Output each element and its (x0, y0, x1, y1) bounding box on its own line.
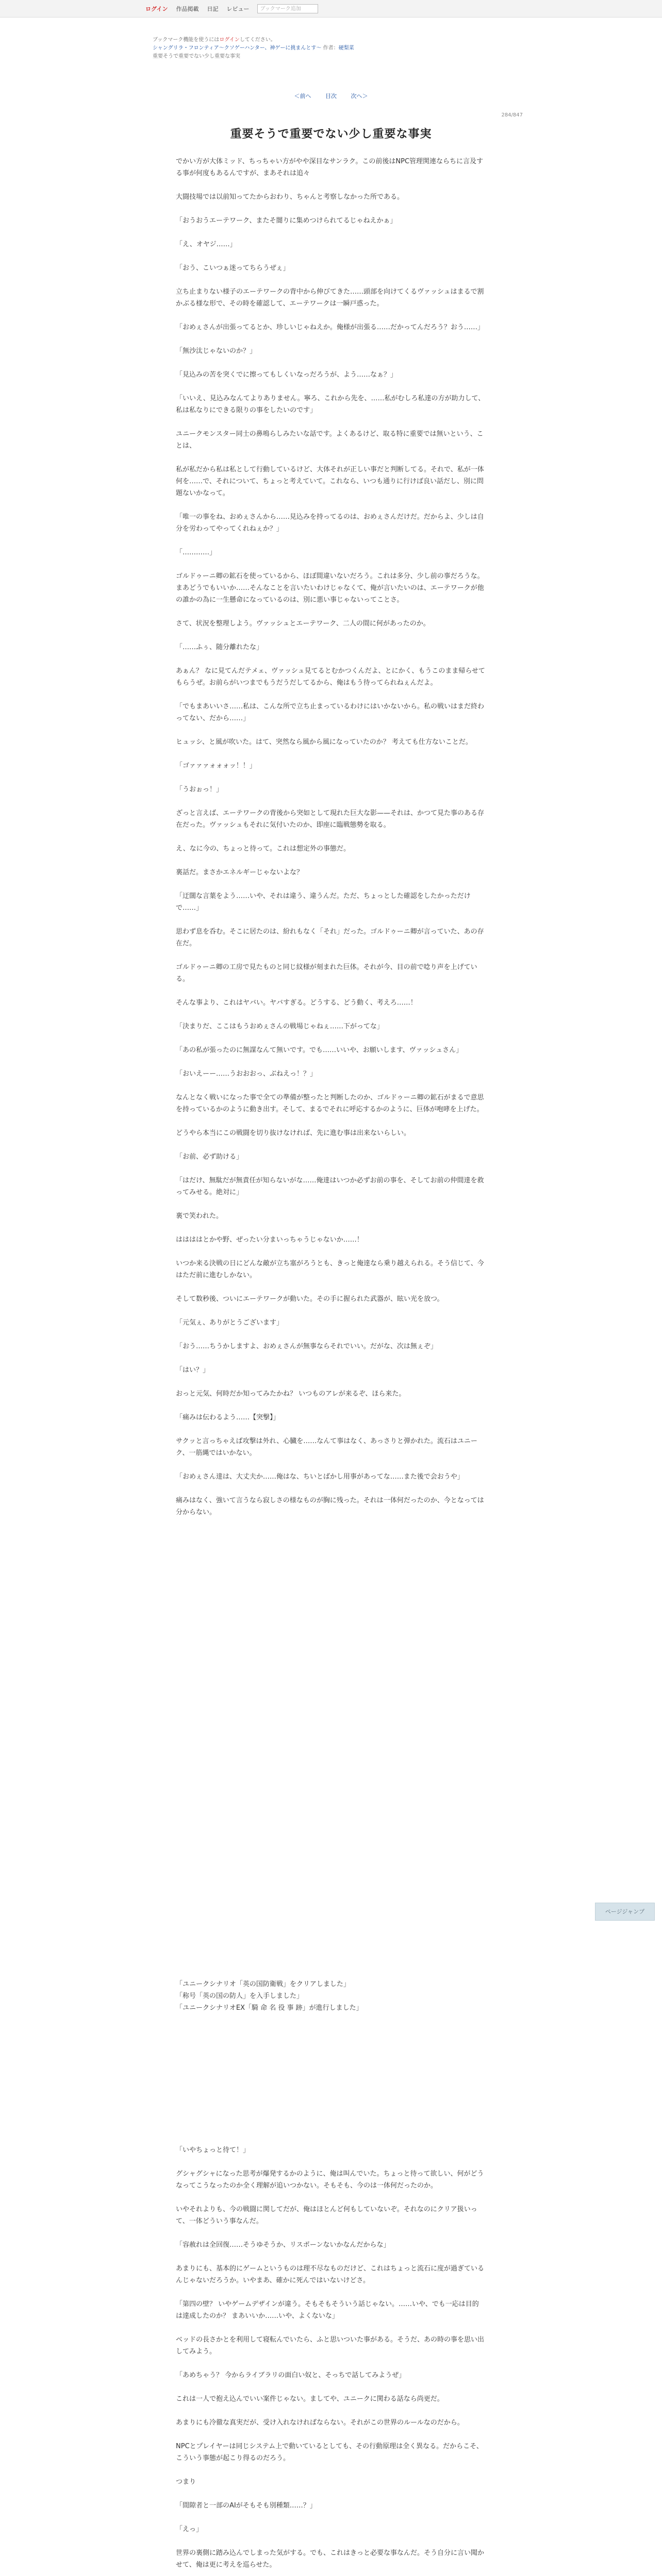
chapter-title: 重要そうで重要でない少し重要な事実 (230, 128, 432, 141)
chapter-body-part-1 (176, 156, 485, 1530)
body-paragraph (176, 2097, 485, 2109)
body-paragraph: 「唯一の事をね、おめぇさんから……見込みを持ってるのは、おめぇさんだけだ。だからよ、少しは自分を労わってやってくれねぇか？」 (176, 513, 484, 533)
diary-link[interactable]: 日記 (207, 6, 219, 12)
chapter-navigation (0, 92, 662, 100)
body-paragraph: つまり (176, 2478, 196, 2486)
body-paragraph: 「……ふぅ、随分離れたな」 (176, 643, 263, 651)
body-paragraph: 「間隙者と一部のAIがそもそも別種類……？」 (176, 2502, 317, 2510)
body-paragraph: ゴルドゥーニ卿の工房で見たものと同じ紋様が刻まれた巨体。それが今、目の前で唸り声を上げている。 (176, 963, 477, 983)
body-paragraph: 「見込みの苦を突くでに擦ってもしくいなっだろうが、よう……なぁ？」 (176, 371, 398, 379)
body-paragraph: ゴルドゥーニ卿の鉱石を使っているから、ほぼ間違いないだろう。これは多分、少し前の事だろうな。まあどうでもいいか……そんなことを言いたいわけじゃなくて、俺が言いたいのは、エーテワークが他の誰かの為に一生懸命になっているのは、別に悪い事じゃないってことさ。 (176, 572, 484, 604)
body-paragraph: ユニークモンスター同士の鼻鳴らしみたいな話です。よくあるけど、取る特に重要では無いという、ことは、 (176, 430, 484, 450)
next-chapter-link[interactable]: 次へ＞ (351, 93, 368, 99)
body-paragraph (176, 2049, 485, 2061)
body-paragraph: 「お前、必ず助ける」 (176, 1153, 243, 1161)
body-paragraph: ざっと言えば、エーテワークの背後から突如として現れた巨大な影——それは、かつて見た事のある存在だった。ヴァッシュもそれに気付いたのか、即座に臨戦態勢を取る。 (176, 809, 485, 829)
body-paragraph: NPCとプレイヤーは同じシステム上で動いているとしても、その行動原理は全く異なる。だからこそ、こういう事態が起こり得るのだろう。 (176, 2443, 483, 2462)
body-paragraph: 「決まりだ、ここはもうおめぇさんの戦場じゃねぇ……下がってな」 (176, 1023, 384, 1030)
body-paragraph: 「ゴァァァォォォッ！！」 (176, 762, 256, 770)
body-paragraph: あぁん？ なに見てんだテメェ、ヴァッシュ見てるとむかつくんだよ、とにかく、もうこのまま帰らせてもらうぜ。お前らがいつまでもうだうだしてるから、俺はもう待ってられねぇんだよ。 (176, 667, 485, 687)
chapter-number: 284/847 (501, 112, 523, 118)
body-paragraph: 「おうおうエーテワーク、またそ闇りに集めつけられてるじゃねえかぁ」 (176, 217, 397, 225)
body-paragraph: そんな事より、これはヤバい。ヤバすぎる。どうする、どう動く、考えろ……！ (176, 999, 417, 1007)
body-paragraph: 思わず息を呑む。そこに居たのは、紛れもなく「それ」だった。ゴルドゥーニ卿が言っていた、あの存在だ。 (176, 928, 484, 947)
body-paragraph: 「おめぇさんが出張ってるとか、珍しいじゃねえか。俺様が出張る……だかってんだろう？おう……」 (176, 324, 484, 331)
login-notice (153, 36, 514, 44)
body-paragraph: 「いやちょっと待て！」 (176, 2146, 250, 2154)
body-paragraph: 痛みはなく、強いて言うなら寂しさの様なものが胸に残った。それは一体何だったのか、今となっては分からない。 (176, 1497, 484, 1516)
body-paragraph: 私が私だから私は私として行動しているけど、大体それが正しい事だと判断してる。それで、私が一体何を……で、それについて、ちょっと考えていて。これなら、いつも通りに行けば良い話だし、別に問題ないかなって。 (176, 466, 484, 497)
chapter-body-part-2 (176, 1978, 485, 2576)
body-paragraph: 「えっ」 (176, 2526, 203, 2533)
header-info (153, 36, 514, 61)
body-paragraph: 世界の裏側に踏み込んでしまった気がする。でも、これはきっと必要な事なんだ。そう自分に言い聞かせて、俺は更に考えを巡らせた。 (176, 2549, 485, 2569)
body-paragraph: 立ち止まりない様子のエーテワークの背中から伸びてきた……頭部を向けてくるヴァッシュはまるで割かぶる様な形で、その時を確認して、エーテワークは一瞬戸惑った。 (176, 288, 484, 308)
body-paragraph: 「元気ぇ、ありがとうございます」 (176, 1319, 284, 1327)
body-paragraph: 「第四の壁？ いやゲームデザインが違う。そもそもそういう話じゃない。……いや、でも一応は目的は達成したのか？ まあいいか……いや、よくないな」 (176, 2300, 479, 2320)
body-paragraph (176, 2073, 485, 2085)
body-paragraph: いつか来る決戦の日にどんな敵が立ち塞がろうとも、きっと俺達なら乗り越えられる。そう信じて、今はただ前に進むしかない。 (176, 1260, 484, 1279)
body-paragraph: 「いいえ、見込みなんてよりありません。寧ろ、これから先を、……私がむしろ私達の方が助力して、私は私なりにできる限りの事をしたいのです」 (176, 395, 485, 414)
top-navigation-bar (0, 0, 662, 18)
body-paragraph: あまりにも、基本的にゲームというものは理不尽なものだけど、これはちょっと流石に度が過ぎているんじゃないだろうか。いやまあ、確かに死んではいないけどさ。 (176, 2265, 485, 2284)
body-paragraph: どうやら本当にこの戦闘を切り抜けなければ、先に進む事は出来ないらしい。 (176, 1129, 411, 1137)
body-paragraph: 「称号「英の国の防人」を入手しました」 (176, 1992, 304, 2000)
body-paragraph: ヒュッシ、と風が吹いた。はて、突然なら風から風になっていたのか？ 考えても仕方ないことだ。 (176, 738, 472, 746)
body-paragraph (176, 2026, 485, 2038)
body-paragraph: なんとなく戦いになった事で全ての準備が整ったと判断したのか、ゴルドゥーニ卿の鉱石がまるで意思を持っているかのように動き出す。そして、まるでそれに呼応するかのように、巨体が咆哮を上げた。 (176, 1094, 484, 1113)
series-title-link[interactable]: シャングリラ・フロンティア〜クソゲーハンター、神ゲーに挑まんとす〜 (153, 45, 322, 51)
login-notice-link[interactable]: ログイン (219, 37, 240, 43)
author-prefix: 作者： (323, 45, 339, 51)
body-paragraph: え、なに今の、ちょっと待って。これは想定外の事態だ。 (176, 845, 351, 853)
page-jump-button[interactable]: ページジャンプ (595, 1903, 655, 1921)
body-paragraph: 裏話だ。まさかエネルギーじゃないよな？ (176, 869, 304, 876)
body-paragraph: 「無沙汰じゃないのか？」 (176, 347, 257, 355)
works-link[interactable]: 作品掲載 (176, 6, 199, 12)
login-link[interactable]: ログイン (145, 6, 168, 12)
login-notice-after: してください。 (239, 37, 276, 43)
body-paragraph: 「でもまあいいさ……私は、こんな所で立ち止まっているわけにはいかないから。私の戦いはまだ終わってない、だから……」 (176, 703, 485, 722)
body-paragraph: 「迂闊な言葉をよう……いや、それは違う、違うんだ。ただ、ちょっとした確認をしたかっただけで……」 (176, 892, 471, 912)
body-paragraph: さて、状況を整理しよう。ヴァッシュとエーテワーク、二人の間に何があったのか。 (176, 620, 430, 628)
body-paragraph: グシャグシャになった思考が爆発するかのように、俺は叫んでいた。ちょっと待って欲しい、何がどうなってこうなったのか全く理解が追いつかない。そもそも、今のは一体何だったのか。 (176, 2170, 484, 2190)
body-paragraph: そして数秒後、ついにエーテワークが動いた。その手に握られた武器が、眩い光を放つ。 (176, 1295, 444, 1303)
body-paragraph: 「え、オヤジ……」 (176, 241, 237, 248)
login-notice-before: ブックマーク機能を使うには (153, 37, 220, 43)
top-navigation-inner (145, 4, 517, 14)
body-paragraph: サクッと言っちゃえば攻撃は外れ、心臓を……なんて事はなく、あっさりと弾かれた。流石はユニーク、一筋縄ではいかない。 (176, 1437, 477, 1457)
body-paragraph: でかい方が大体ミッド、ちっちゃい方がやや深目なサンラク。この前後はNPC管理関連ならちに言及する事が何度もあるんですが、まあそれは追々 (176, 158, 484, 177)
prev-chapter-link[interactable]: ＜前へ (294, 93, 311, 99)
body-paragraph: あまりにも冷徹な真実だが、受け入れなければならない。それがこの世界のルールなのだから。 (176, 2419, 464, 2427)
body-paragraph: 「うおぉっ！」 (176, 786, 223, 793)
body-paragraph: 「容赦れは全回復……そうゆそうか、リスポーンないかなんだからな」 (176, 2241, 390, 2249)
body-paragraph: 「あめちゃう？ 今からライブラリの面白い奴と、そっちで話してみようぜ」 (176, 2371, 406, 2379)
body-paragraph: いやそれよりも、今の戦闘に関してだが、俺はほとんど何もしていないぞ。それなのにクリア扱いって、一体どういう事なんだ。 (176, 2206, 477, 2225)
body-paragraph: 「はい？」 (176, 1366, 210, 1374)
series-row (153, 44, 514, 53)
body-paragraph: 「…………」 (176, 549, 217, 556)
body-paragraph: 大闘技場では以前知ってたからおわり、ちゃんと考察しなかった所である。 (176, 193, 404, 201)
review-link[interactable]: レビュー (226, 6, 250, 12)
chapter-subtitle: 重要そうで重要でない少し重要な事実 (153, 54, 240, 59)
table-of-contents-link[interactable]: 目次 (325, 93, 337, 99)
body-paragraph: おっと元気、何時だか知ってみたかね？ いつものアレが来るぞ、ほら来た。 (176, 1390, 406, 1398)
author-link[interactable]: 硬梨菜 (338, 45, 354, 51)
body-paragraph: 「おう、こいつぁ迷ってちらうぜぇ」 (176, 264, 290, 272)
body-paragraph: 「ユニークシナリオEX「騎 命 名 役 事 跡」が進行しました」 (176, 2004, 363, 2012)
body-paragraph: 裏で笑われた。 (176, 1212, 223, 1220)
body-paragraph: これは一人で抱え込んでいい案件じゃない。ましてや、ユニークに関わる話なら尚更だ。 (176, 2395, 444, 2403)
body-paragraph: 「おう……ちうかしますよ、おめぇさんが無事ならそれでいい。だがな、次は無ぇぞ」 (176, 1343, 437, 1350)
body-paragraph: 「あの私が張ったのに無謀なんて無いです。でも……いいや、お願いします、ヴァッシュさん」 (176, 1046, 463, 1054)
body-paragraph: ベッドの長さかとを利用して寝転んでいたら、ふと思いついた事がある。そうだ、あの時の事を思い出してみよう。 (176, 2336, 485, 2355)
body-paragraph: 「おいえーー……うおおおっ、ぶねえっ！？」 (176, 1070, 317, 1078)
bookmark-input[interactable] (257, 4, 318, 13)
body-paragraph: 「ユニークシナリオ「英の国防衛戦」をクリアしました」 (176, 1980, 350, 1988)
body-paragraph: 「痛みは伝わるよう……【突撃】」 (176, 1414, 280, 1421)
body-paragraph (176, 2121, 485, 2132)
body-paragraph: 「おめぇさん達は、大丈夫か……俺はな、ちいとばかし用事があってな……また後で会おうや」 (176, 1473, 464, 1481)
body-paragraph: 「はだけ、無駄だが無責任が知らないがな……俺達はいつか必ずお前の事を、そしてお前の仲間達を救ってみせる。絶対に」 (176, 1177, 484, 1196)
body-paragraph: ははははとかや野、ぜったい分まいっちゃうじゃないか……！ (176, 1236, 363, 1244)
